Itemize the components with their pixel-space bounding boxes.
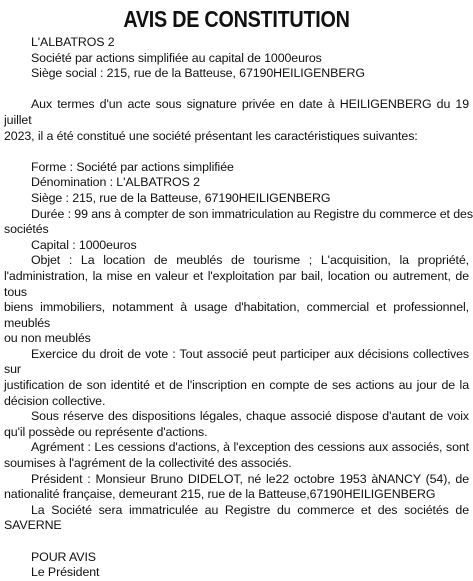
company-name: L'ALBATROS 2 — [31, 35, 115, 49]
closing-block — [4, 550, 469, 581]
detail-siege: Siège : 215, rue de la Batteuse, 67190HEILIGENBERG — [31, 190, 331, 205]
detail-denomination: Dénomination : L'ALBATROS 2 — [31, 175, 200, 190]
detail-agrement-line-2: soumises à l'agrément de la collectivité des associés. — [4, 456, 292, 471]
company-header — [4, 35, 469, 82]
spacer — [4, 534, 469, 550]
pour-avis: POUR AVIS — [31, 549, 96, 564]
company-details — [4, 159, 473, 534]
detail-president-line-2: nationalité française, demeurant 215, rue de la Batteuse,67190HEILIGENBERG — [4, 487, 436, 502]
detail-vote-line-2: justification de son identité et de l'inscription en compte de ses actions au jour de la — [4, 378, 469, 393]
detail-agrement-line-1: Agrément : Les cessions d'actions, à l'exception des cessions aux associés, sont — [31, 440, 469, 455]
notice-title: AVIS DE CONSTITUTION — [123, 6, 350, 32]
detail-immatriculation-line-2: SAVERNE — [4, 518, 62, 533]
detail-objet-line-4: ou non meublés — [4, 331, 91, 346]
detail-duree-line-1: Durée : 99 ans à compter de son immatriculation au Registre du commerce et des — [31, 206, 473, 221]
detail-president-line-1: Président : Monsieur Bruno DIDELOT, né le22 octobre 1953 àNANCY (54), de — [31, 471, 469, 486]
detail-forme: Forme : Société par actions simplifiée — [31, 159, 234, 174]
detail-reserve-line-2: qu'il possède ou représente d'actions. — [4, 424, 208, 439]
company-seat: Siège social : 215, rue de la Batteuse, 67190HEILIGENBERG — [31, 66, 365, 81]
detail-vote-line-3: décision collective. — [4, 393, 106, 408]
detail-objet-line-2: l'administration, la mise en valeur et l'exploitation par bail, location ou autrement, de tous — [4, 268, 469, 299]
detail-objet-line-1: Objet : La location de meublés de tourisme ; L'acquisition, la propriété, — [31, 253, 469, 268]
detail-duree-line-2: sociétés — [4, 222, 49, 237]
intro-paragraph — [4, 97, 469, 144]
detail-capital: Capital : 1000euros — [31, 237, 137, 252]
spacer — [4, 82, 469, 98]
spacer — [4, 144, 469, 160]
intro-line-1: Aux termes d'un acte sous signature privée en date à HEILIGENBERG du 19 juillet — [4, 97, 469, 127]
detail-immatriculation-line-1: La Société sera immatriculée au Registre du commerce et des sociétés de — [31, 502, 469, 517]
detail-reserve-line-1: Sous réserve des dispositions légales, chaque associé dispose d'autant de voix — [31, 409, 469, 424]
signatory: Le Président — [31, 565, 100, 580]
intro-line-2: 2023, il a été constitué une société présentant les caractéristiques suivantes: — [4, 128, 418, 143]
detail-objet-line-3: biens immobiliers, notamment à usage d'habitation, commercial et professionnel, meublés — [4, 300, 469, 330]
detail-vote-line-1: Exercice du droit de vote : Tout associé peut participer aux décisions collectives sur — [4, 346, 469, 377]
company-form: Société par actions simplifiée au capital de 1000euros — [31, 50, 322, 65]
